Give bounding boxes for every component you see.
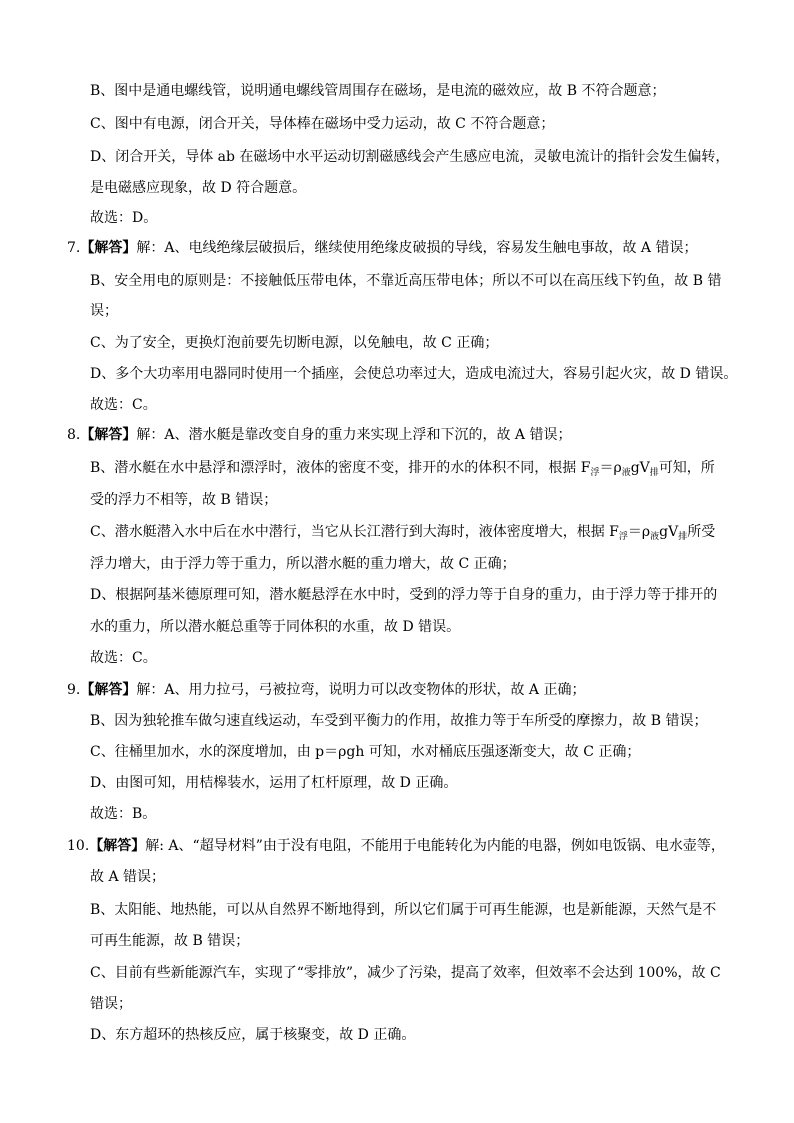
text-line: D、闭合开关，导体 ab 在磁场中水平运动切割磁感线会产生感应电流，灵敏电流计的指针会发生偏转， (90, 149, 730, 165)
answer-line: 故选：C。 (90, 397, 157, 413)
subscript: 排 (649, 468, 659, 478)
text-line: 受的浮力不相等，故 B 错误； (90, 492, 278, 508)
subscript: 浮 (618, 532, 628, 542)
text-line: C、图中有电源，闭合开关，导体棒在磁场中受力运动，故 C 不符合题意； (90, 116, 555, 132)
answer-tag: 【解答】 (80, 240, 137, 256)
text-line: C、目前有些新能源汽车，实现了“零排放”，减少了污染，提高了效率，但效率不会达到 100%，故 C (90, 965, 721, 981)
answer-tag: 【解答】 (80, 427, 137, 443)
text-line: C、为了安全，更换灯泡前要先切断电源，以免触电，故 C 正确； (90, 335, 499, 351)
formula-text: gV (659, 524, 679, 540)
answer-line: 故选：D。 (90, 210, 158, 226)
formula-text: C、潜水艇潜入水中后在水中潜行，当它从长江潜行到大海时，液体密度增大，根据 F (90, 524, 619, 540)
text-line: 故 A 错误； (90, 869, 166, 885)
formula-text: ＝ρ (627, 524, 651, 540)
text-line: B、图中是通电螺线管，说明通电螺线管周围存在磁场，是电流的磁效应，故 B 不符合题意； (90, 83, 666, 99)
subscript: 排 (678, 532, 688, 542)
text-line: 误； (90, 303, 118, 319)
subscript: 液 (621, 468, 631, 478)
text-line: B、太阳能、地热能，可以从自然界不断地得到，所以它们属于可再生能源，也是新能源，天然气是不 (90, 902, 717, 918)
question-number: 9. (67, 682, 81, 698)
text-line: D、根据阿基米德原理可知，潜水艇悬浮在水中时，受到的浮力等于自身的重力，由于浮力等于排开的 (90, 587, 718, 603)
formula-text: ＝ρ (599, 460, 622, 476)
formula-line (90, 522, 730, 542)
text-line: D、多个大功率用电器同时使用一个插座，会使总功率过大，造成电流过大，容易引起火灾，故 D 错误。 (90, 366, 738, 382)
question-7-line (67, 238, 707, 258)
question-text: 解：A、用力拉弓，弓被拉弯，说明力可以改变物体的形状，故 A 正确； (136, 682, 586, 698)
text-line: 错误； (90, 996, 132, 1012)
subscript: 液 (650, 532, 660, 542)
answer-tag: 【解答】 (89, 838, 146, 854)
question-text: 解：A、电线绝缘层破损后，继续使用绝缘皮破损的导线，容易发生触电事故，故 A 错误； (136, 240, 698, 256)
text-line: B、安全用电的原则是：不接触低压带电体，不靠近高压带电体；所以不可以在高压线下钓鱼，故 B 错 (90, 273, 722, 289)
text-line: D、东方超环的热核反应，属于核聚变，故 D 正确。 (90, 1027, 416, 1043)
formula-text: gV (630, 460, 650, 476)
question-text: 解: A、“超导材料”由于没有电阻，不能用于电能转化为内能的电器，例如电饭锅、电水壶等， (145, 838, 725, 854)
subscript: 浮 (590, 468, 600, 478)
text-line: 是电磁感应现象，故 D 符合题意。 (90, 180, 307, 196)
formula-text: 所受 (687, 524, 716, 540)
question-number: 7. (67, 240, 81, 256)
text-line: B、因为独轮推车做匀速直线运动，车受到平衡力的作用，故推力等于车所受的摩擦力，故 B 错误； (90, 713, 708, 729)
text-line: 水的重力，所以潜水艇总重等于同体积的水重，故 D 错误。 (90, 619, 461, 635)
question-number: 10. (67, 838, 90, 854)
text-line: 浮力增大，由于浮力等于重力，所以潜水艇的重力增大，故 C 正确； (90, 556, 516, 572)
text-line: D、由图可知，用桔槔装水，运用了杠杆原理，故 D 正确。 (90, 775, 458, 791)
formula-text: 可知，所 (658, 460, 715, 476)
answer-line: 故选：C。 (90, 650, 157, 666)
question-9-line (67, 680, 707, 700)
question-text: 解：A、潜水艇是靠改变自身的重力来实现上浮和下沉的，故 A 错误； (136, 427, 572, 443)
answer-tag: 【解答】 (80, 682, 137, 698)
question-8-line (67, 425, 707, 445)
text-line: 可再生能源，故 B 错误； (90, 933, 250, 949)
question-10-line (67, 836, 725, 856)
text-line: C、往桶里加水，水的深度增加，由 p＝ρgh 可知，水对桶底压强逐渐变大，故 C 正确； (90, 744, 641, 760)
formula-text: B、潜水艇在水中悬浮和漂浮时，液体的密度不变，排开的水的体积不同，根据 F (90, 460, 591, 476)
answer-line: 故选：B。 (90, 806, 157, 822)
formula-line (90, 458, 730, 478)
question-number: 8. (67, 427, 81, 443)
